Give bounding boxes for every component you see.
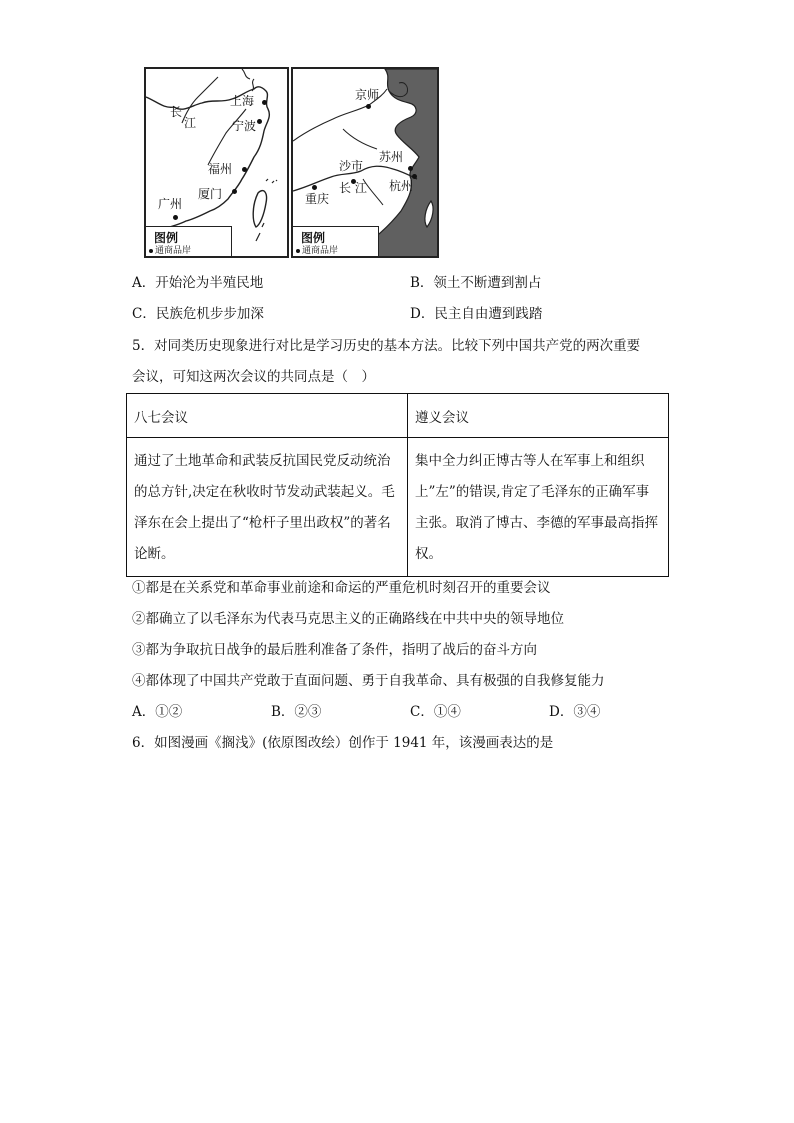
legend-item: 通商品岸: [149, 243, 191, 256]
port-dot-suzhou: [408, 166, 413, 171]
q5-stem-line1: 5．对同类历史现象进行对比是学习历史的基本方法。比较下列中国共产党的两次重要: [132, 338, 641, 354]
port-dot-fuzhou: [242, 167, 247, 172]
q5-option-c[interactable]: C．①④: [410, 704, 461, 720]
map-left-legend: [146, 226, 232, 256]
table-row: [127, 438, 669, 577]
q5-option-b[interactable]: B．②③: [271, 704, 322, 720]
map-label-ningbo: 宁波: [232, 119, 257, 133]
port-dot-guangzhou: [173, 215, 178, 220]
q5-statement-3: ③都为争取抗日战争的最后胜利准备了条件，指明了战后的奋斗方向: [132, 642, 537, 658]
q5-statement-1: ①都是在关系党和革命事业前途和命运的严重危机时刻召开的重要会议: [132, 580, 551, 596]
q4-option-a[interactable]: A．开始沦为半殖民地: [132, 275, 264, 291]
port-dot-shanghai: [262, 100, 267, 105]
map-label-xiamen: 厦门: [198, 187, 223, 201]
port-dot-xiamen: [232, 189, 237, 194]
legend-dot-icon: [149, 249, 153, 253]
map-right-treaty-ports: [291, 67, 439, 258]
map-label-guangzhou: 广州: [158, 197, 183, 211]
q5-comparison-table: [126, 393, 669, 577]
legend-title: 图例: [301, 231, 326, 245]
map-label-changjiang: 长 江: [339, 181, 367, 195]
legend-item: 通商品岸: [296, 243, 338, 256]
map-label-jingshi: 京师: [355, 88, 380, 102]
map-label-hangzhou: 杭州: [389, 179, 414, 193]
q5-stem-line2: 会议，可知这两次会议的共同点是（ ）: [132, 369, 375, 385]
map-label-suzhou: 苏州: [379, 150, 404, 164]
table-cell-bayi-meeting: 通过了土地革命和武装反抗国民党反动统治的总方针,决定在秋收时节发动武装起义。毛泽东在会上提出了“枪杆子里出政权”的著名论断。: [127, 438, 408, 577]
map-label-changjiang-1: 长: [170, 105, 183, 119]
legend-title: 图例: [154, 231, 179, 245]
q4-option-d[interactable]: D．民主自由遭到践踏: [410, 306, 543, 322]
legend-dot-icon: [296, 249, 300, 253]
table-header-row: [127, 394, 669, 438]
map-label-shanghai: 上海: [230, 94, 255, 108]
table-header-bayi-meeting: 八七会议: [127, 394, 408, 438]
table-cell-zunyi-meeting: 集中全力纠正博古等人在军事上和组织上”左”的错误,肯定了毛泽东的正确军事主张。取消了博古、李德的军事最高指挥权。: [408, 438, 669, 577]
map-label-changjiang-2: 江: [184, 116, 197, 130]
port-dot-jingshi: [366, 104, 371, 109]
q5-statement-4: ④都体现了中国共产党敢于直面问题、勇于自我革命、具有极强的自我修复能力: [132, 673, 605, 689]
q4-option-b[interactable]: B．领土不断遭到割占: [410, 275, 542, 291]
q5-option-a[interactable]: A．①②: [132, 704, 183, 720]
q6-stem: 6．如图漫画《搁浅》(依原图改绘）创作于 1941 年，该漫画表达的是: [132, 735, 554, 751]
map-label-chongqing: 重庆: [305, 192, 330, 206]
q5-option-d[interactable]: D．③④: [549, 704, 601, 720]
map-right-legend: [293, 226, 379, 256]
q4-option-c[interactable]: C．民族危机步步加深: [132, 306, 264, 322]
q5-statement-2: ②都确立了以毛泽东为代表马克思主义的正确路线在中共中央的领导地位: [132, 611, 564, 627]
port-dot-ningbo: [257, 119, 262, 124]
port-dot-hangzhou: [412, 174, 417, 179]
port-dot-chongqing: [312, 185, 317, 190]
map-label-fuzhou: 福州: [208, 162, 233, 176]
table-header-zunyi-meeting: 遵义会议: [408, 394, 669, 438]
map-label-shashi: 沙市: [339, 159, 364, 173]
map-left-coastal-ports: [144, 67, 289, 258]
